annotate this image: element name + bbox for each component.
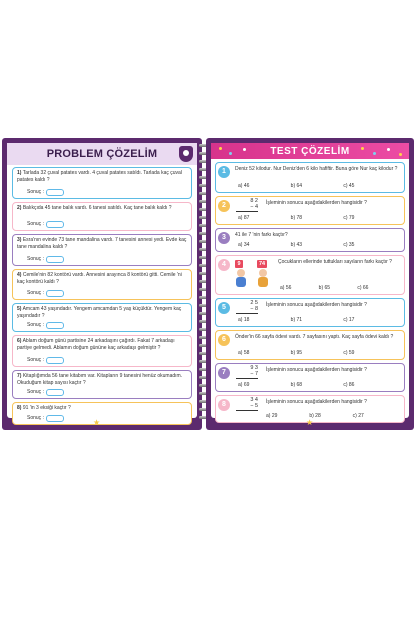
child-body-icon	[236, 277, 246, 287]
problem-item	[12, 335, 192, 367]
left-page	[2, 138, 202, 430]
right-page-sheet	[211, 143, 409, 418]
answer-options	[238, 317, 396, 323]
answer-options	[280, 285, 396, 291]
option-b[interactable]: b) 65	[318, 285, 331, 291]
child-head-icon	[259, 269, 267, 277]
answer-label: Sonuç :	[27, 357, 44, 364]
problem-item	[12, 402, 192, 425]
answer-label: Sonuç :	[27, 322, 44, 329]
option-a[interactable]: a) 87	[238, 215, 250, 221]
operation-line	[236, 313, 258, 314]
test-item	[215, 228, 405, 252]
answer-options	[266, 413, 396, 419]
problem-item	[12, 167, 192, 199]
operation-top: 3 4	[250, 397, 258, 403]
answer-options	[238, 350, 396, 356]
option-a[interactable]: a) 69	[238, 382, 250, 388]
option-c[interactable]: c) 86	[343, 382, 355, 388]
answer-options	[238, 183, 396, 189]
answer-row	[27, 415, 64, 422]
operation-bottom: 7	[254, 370, 258, 377]
option-b[interactable]: b) 43	[290, 242, 303, 248]
subtraction-operation	[236, 199, 258, 212]
answer-label: Sonuç :	[27, 189, 44, 196]
option-a[interactable]: a) 34	[238, 242, 250, 248]
test-item	[215, 298, 405, 327]
problem-number: 3)	[17, 237, 22, 243]
question-number-badge: 3	[218, 232, 230, 244]
question-number-badge: 5	[218, 302, 230, 314]
option-a[interactable]: a) 18	[238, 317, 250, 323]
problem-number: 7)	[17, 373, 22, 379]
problem-item	[12, 234, 192, 266]
problem-text: Esra'nın evinde 73 tane mandalina vardı. 7 tanesini annesi yedi. Evde kaç tane mandalina kaldı ?	[17, 237, 187, 250]
right-page-header	[211, 143, 409, 159]
question-text: İşleminin sonucu aşağıdakilerden hangisidir ?	[266, 200, 367, 206]
option-c[interactable]: c) 27	[352, 413, 364, 419]
operation-top: 9 3	[250, 365, 258, 371]
answer-box[interactable]	[46, 221, 64, 228]
operation-top: 2 5	[250, 300, 258, 306]
option-a[interactable]: a) 56	[280, 285, 292, 291]
answer-label: Sonuç :	[27, 256, 44, 263]
problem-item	[12, 202, 192, 231]
question-text: Önder'in 66 sayfa ödevi vardı. 7 sayfasını yaptı. Kaç sayfa ödevi kaldı ?	[235, 334, 394, 340]
test-item	[215, 255, 405, 295]
left-page-sheet	[7, 143, 197, 422]
answer-options	[238, 242, 396, 248]
problem-item	[12, 269, 192, 300]
subtraction-operation	[236, 366, 258, 379]
operation-bottom-row	[236, 205, 258, 211]
operation-bottom-row	[236, 404, 258, 410]
right-page	[206, 138, 414, 430]
problem-number: 5)	[17, 306, 22, 312]
problem-number: 1)	[17, 170, 22, 176]
number-card: 9	[235, 260, 243, 268]
answer-label: Sonuç :	[27, 221, 44, 228]
option-a[interactable]: a) 29	[266, 413, 278, 419]
answer-label: Sonuç :	[27, 389, 44, 396]
problem-number: 8)	[17, 405, 22, 411]
problem-text: Cemile'nin 82 kontörü vardı. Annesini arayınca 8 kontörü gitti. Cemile 'ni kaç kontörü kaldı ?	[17, 272, 182, 285]
problem-number: 2)	[17, 205, 22, 211]
answer-row	[27, 357, 64, 364]
star-icon: ★	[93, 418, 101, 427]
question-text: Çocukların ellerinde tuttukları sayıların farkı kaçtır ?	[278, 259, 392, 265]
question-number-badge: 4	[218, 259, 230, 271]
children-illustration	[233, 259, 273, 287]
answer-box[interactable]	[46, 322, 64, 329]
question-number-badge: 6	[218, 334, 230, 346]
operation-bottom-row	[236, 307, 258, 313]
option-b[interactable]: b) 95	[290, 350, 303, 356]
operation-top: 8 2	[250, 198, 258, 204]
answer-box[interactable]	[46, 290, 64, 297]
number-card: 74	[258, 261, 266, 267]
option-c[interactable]: c) 79	[343, 215, 355, 221]
option-a[interactable]: a) 46	[238, 183, 250, 189]
option-b[interactable]: b) 64	[290, 183, 303, 189]
problem-item	[12, 303, 192, 332]
test-item	[215, 330, 405, 360]
operation-line	[236, 378, 258, 379]
answer-options	[238, 382, 396, 388]
problem-number: 6)	[17, 338, 22, 344]
subtraction-operation	[236, 398, 258, 411]
answer-row	[27, 389, 64, 396]
option-c[interactable]: c) 59	[343, 350, 355, 356]
option-c[interactable]: c) 45	[343, 183, 355, 189]
minus-sign: −	[250, 305, 254, 312]
problem-text: Kitaplığımda 56 tane kitabım var. Kitapların 9 tanesini henüz okumadım. Okuduğum kitap sayısı kaçtır ?	[17, 373, 183, 386]
child-head-icon	[237, 269, 245, 277]
answer-options	[238, 215, 396, 221]
answer-row	[27, 290, 64, 297]
option-c[interactable]: c) 66	[357, 285, 369, 291]
minus-sign: −	[250, 402, 254, 409]
answer-row	[27, 322, 64, 329]
option-c[interactable]: c) 35	[343, 242, 355, 248]
minus-sign: −	[250, 203, 254, 210]
problem-text: Amcam 43 yaşındadır. Yengem amcamdan 5 yaş küçüktür. Yengem kaç yaşındadır ?	[17, 306, 182, 319]
answer-box[interactable]	[46, 357, 64, 364]
answer-row	[27, 256, 64, 263]
problem-item	[12, 370, 192, 399]
page-corner-icon	[179, 146, 193, 162]
question-number-badge: 8	[218, 399, 230, 411]
test-item	[215, 363, 405, 392]
question-text: 41 ile 7 'nin farkı kaçtır?	[235, 232, 288, 238]
operation-bottom: 8	[254, 305, 258, 312]
answer-box[interactable]	[46, 189, 64, 196]
option-c[interactable]: c) 17	[343, 317, 355, 323]
subtraction-operation	[236, 301, 258, 314]
question-text: İşleminin sonucu aşağıdakilerden hangisidir ?	[266, 367, 367, 373]
test-item	[215, 196, 405, 225]
operation-bottom-row	[236, 372, 258, 378]
question-number-badge: 1	[218, 166, 230, 178]
problem-text: Ablam doğum günü partisine 24 arkadaşını çağırdı. Fakat 7 arkadaşı partiye gelmedi. Ablamın doğum gününe kaç arkadaşı gelmiştir ?	[17, 338, 175, 351]
operation-line	[236, 211, 258, 212]
option-b[interactable]: b) 28	[309, 413, 321, 419]
answer-row	[27, 221, 64, 228]
right-page-title: TEST ÇÖZELİM	[270, 145, 350, 157]
operation-bottom: 4	[254, 203, 258, 210]
answer-box[interactable]	[46, 415, 64, 422]
answer-label: Sonuç :	[27, 290, 44, 297]
operation-line	[236, 410, 258, 411]
problem-text: 91 'in 3 eksiği kaçtır ?	[22, 405, 71, 411]
operation-bottom: 5	[254, 402, 258, 409]
question-text: İşleminin sonucu aşağıdakilerden hangisidir ?	[266, 302, 367, 308]
question-text: İşleminin sonucu aşağıdakilerden hangisidir ?	[266, 399, 367, 405]
child-body-icon	[258, 277, 268, 287]
question-number-badge: 2	[218, 200, 230, 212]
question-number-badge: 7	[218, 367, 230, 379]
star-icon: ★	[306, 418, 314, 427]
minus-sign: −	[250, 370, 254, 377]
problem-text: Tarlada 32 çuval patates vardı. 4 çuval patates satıldı. Tarlada kaç çuval patates kaldı ?	[17, 170, 182, 183]
left-page-header	[7, 143, 197, 165]
problem-text: Balıkçıda 45 tane balık vardı. 6 tanesi satıldı. Kaç tane balık kaldı ?	[22, 205, 172, 211]
question-text: Deniz 52 kilodur. Nur Deniz'den 6 kilo hafiftir. Buna göre Nur kaç kilodur ?	[235, 166, 398, 172]
test-item	[215, 162, 405, 193]
option-b[interactable]: b) 68	[290, 382, 303, 388]
answer-label: Sonuç :	[27, 415, 44, 422]
problem-number: 4)	[17, 272, 22, 278]
left-page-title: PROBLEM ÇÖZELİM	[46, 148, 158, 160]
answer-box[interactable]	[46, 256, 64, 263]
answer-row	[27, 189, 64, 196]
option-b[interactable]: b) 71	[290, 317, 303, 323]
option-a[interactable]: a) 58	[238, 350, 250, 356]
option-b[interactable]: b) 78	[290, 215, 303, 221]
answer-box[interactable]	[46, 389, 64, 396]
